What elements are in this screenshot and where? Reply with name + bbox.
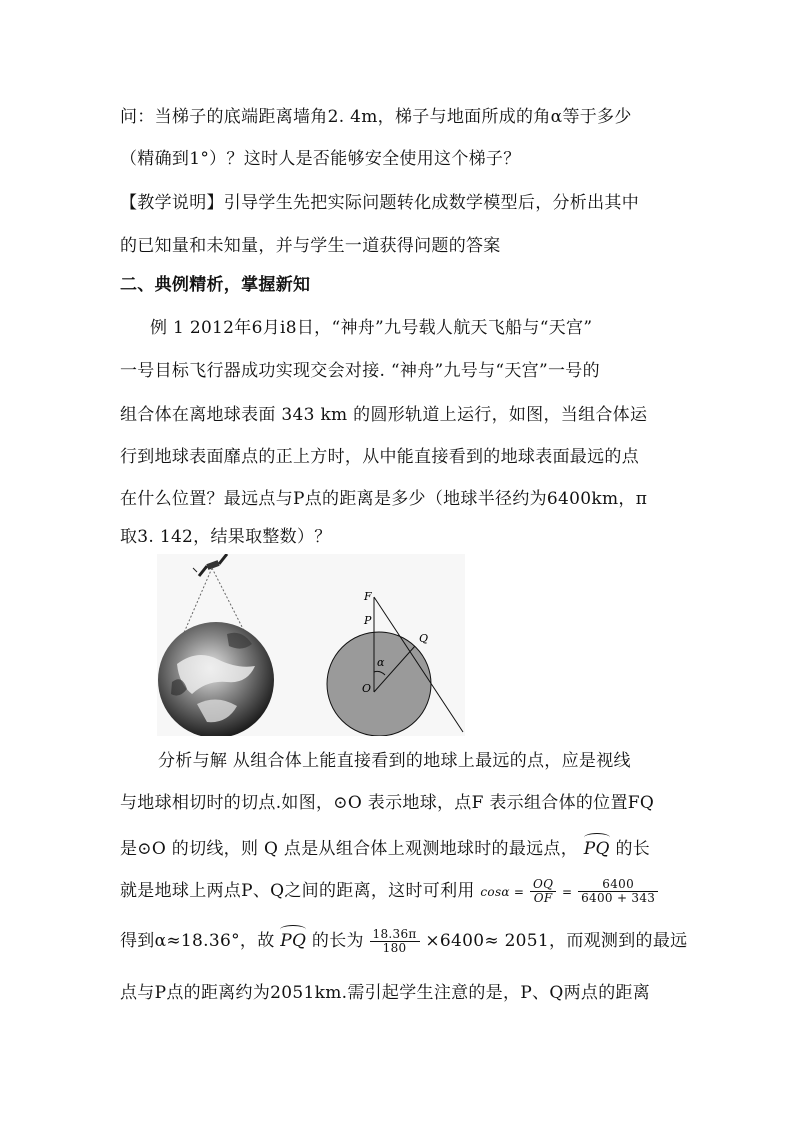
- solution-line-4: [120, 878, 680, 905]
- solution-line-6: 点与P点的距离约为2051km.需引起学生注意的是，P、Q两点的距离: [120, 983, 651, 1003]
- example-line-4: 行到地球表面靡点的正上方时，从中能直接看到的地球表面最远的点: [120, 447, 639, 467]
- text-line-4: 的已知量和未知量，并与学生一道获得问题的答案: [120, 236, 501, 256]
- fraction-angle-num: 18.36π: [370, 928, 420, 942]
- solution-line-3a: 是⊙O 的切线，则 Q 点是从组合体上观测地球时的最远点，: [120, 839, 579, 859]
- solution-line-2: 与地球相切时的切点.如图，⊙O 表示地球，点F 表示组合体的位置FQ: [120, 793, 655, 813]
- section-heading: 二、典例精析，掌握新知: [120, 275, 311, 295]
- equals-sign: =: [562, 885, 573, 899]
- solution-line-3: [120, 838, 680, 860]
- fraction-oq-of: [530, 878, 556, 905]
- earth-figure: [157, 554, 465, 736]
- label-Q: Q: [419, 632, 429, 645]
- solution-line-5a: 得到α≈18.36°，故: [120, 931, 275, 951]
- example-line-6: 取3. 142，结果取整数）？: [120, 527, 332, 547]
- fraction-radius: [578, 878, 658, 905]
- example-line-5: 在什么位置？最远点与P点的距离是多少（地球半径约为6400km，π: [120, 489, 648, 509]
- solution-line-5c: ×6400≈ 2051，而观测到的最远: [425, 931, 688, 951]
- fraction-angle-den: 180: [382, 941, 407, 955]
- fraction-radius-num: 6400: [578, 878, 658, 892]
- text-line-1: 问：当梯子的底端距离墙角2. 4m，梯子与地面所成的角α等于多少: [120, 107, 632, 127]
- solution-line-1: 分析与解 从组合体上能直接看到的地球上最远的点，应是视线: [158, 751, 631, 771]
- arc-pq: PQ: [583, 839, 610, 859]
- solution-line-4a: 就是地球上两点P、Q之间的距离，这时可利用: [120, 881, 475, 901]
- label-alpha: α: [377, 656, 385, 669]
- label-O: O: [362, 682, 372, 695]
- label-P: P: [364, 614, 372, 627]
- text-line-teaching-note: 【教学说明】引导学生先把实际问题转化成数学模型后，分析出其中: [120, 193, 639, 213]
- solution-line-5: [120, 927, 688, 955]
- fraction-of: OF: [533, 891, 553, 905]
- label-F: F: [364, 590, 372, 603]
- fraction-oq: OQ: [530, 878, 556, 892]
- fraction-angle: [370, 928, 420, 955]
- fraction-radius-den: 6400 + 343: [581, 891, 656, 905]
- text-line-2: （精确到1°）？这时人是否能够安全使用这个梯子？: [120, 149, 521, 169]
- cos-lhs: cosα =: [480, 885, 525, 899]
- earth-photo: [158, 622, 274, 736]
- solution-line-5b: 的长为: [311, 931, 364, 951]
- example-line-1: 例 1 2012年6月i8日，“神舟”九号载人航天飞船与“天宫”: [150, 318, 593, 338]
- arc-pq-2: PQ: [280, 931, 307, 951]
- solution-line-3b: 的长: [615, 839, 651, 859]
- example-line-2: 一号目标飞行器成功实现交会对接. “神舟”九号与“天宫”一号的: [120, 361, 600, 381]
- example-line-3: 组合体在离地球表面 343 km 的圆形轨道上运行，如图，当组合体运: [120, 405, 648, 425]
